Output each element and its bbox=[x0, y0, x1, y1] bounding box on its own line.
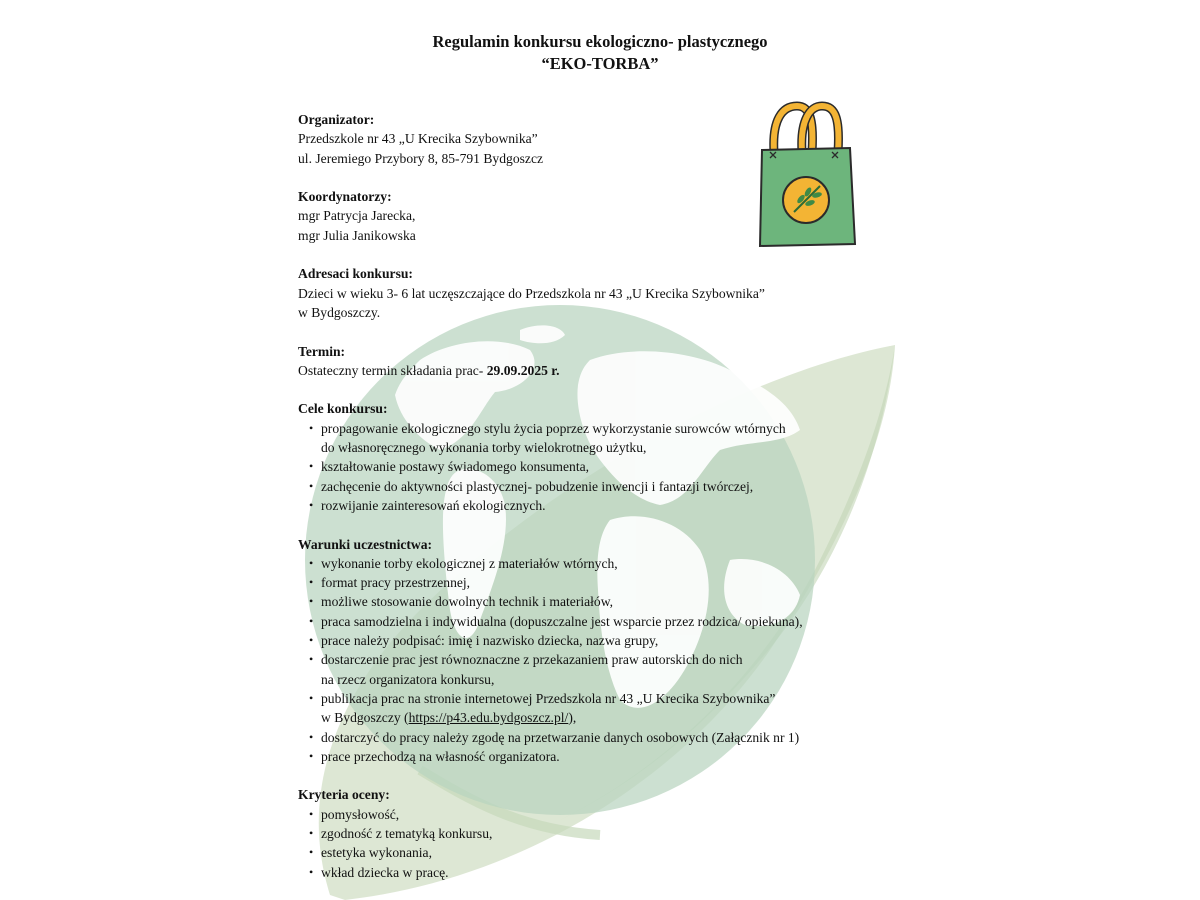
goals-section bbox=[298, 399, 918, 515]
list-item bbox=[298, 747, 918, 766]
deadline-section bbox=[298, 342, 918, 381]
list-item-text bbox=[321, 708, 918, 727]
list-item-text: • publikacja prac na stronie internetowej Przedszkola nr 43 „U Krecika Szybownika” bbox=[321, 690, 776, 706]
goals-list bbox=[298, 419, 918, 515]
list-item-text: • dostarczyć do pracy należy zgodę na przetwarzanie danych osobowych (Załącznik nr 1) bbox=[321, 729, 800, 745]
coordinator-line: mgr Julia Janikowska bbox=[298, 227, 416, 243]
list-item bbox=[298, 824, 918, 843]
deadline-text: Ostateczny termin składania prac- bbox=[298, 362, 487, 378]
list-item-text: • pomysłowość, bbox=[321, 806, 400, 822]
organizer-heading: Organizator: bbox=[298, 112, 375, 127]
list-item-text: • prace przechodzą na własność organizatora. bbox=[321, 748, 560, 764]
recipients-line: Dzieci w wieku 3- 6 lat uczęszczające do Przedszkola nr 43 „U Krecika Szybownika” bbox=[298, 285, 765, 301]
list-item-text: • kształtowanie postawy świadomego konsumenta, bbox=[321, 459, 590, 475]
recipients-section bbox=[298, 264, 918, 322]
list-item bbox=[298, 843, 918, 862]
list-item bbox=[298, 612, 918, 631]
list-item-text: • wykonanie torby ekologicznej z materiałów wtórnych, bbox=[321, 555, 618, 571]
deadline-heading: Termin: bbox=[298, 343, 346, 359]
recipients-line: w Bydgoszczy. bbox=[298, 304, 381, 320]
list-item bbox=[298, 419, 918, 458]
list-item bbox=[298, 592, 918, 611]
coordinators-heading: Koordynatorzy: bbox=[298, 189, 392, 205]
document-subtitle: “EKO-TORBA” bbox=[541, 54, 659, 73]
list-item bbox=[298, 728, 918, 747]
list-item bbox=[298, 477, 918, 496]
list-item-text: • estetyka wykonania, bbox=[321, 845, 432, 861]
list-item-text: • praca samodzielna i indywidualna (dopuszczalne jest wsparcie przez rodzica/ opiekuna), bbox=[321, 613, 803, 629]
list-item-text: • propagowanie ekologicznego stylu życia poprzez wykorzystanie surowców wtórnych bbox=[321, 420, 786, 436]
coordinator-line: mgr Patrycja Jarecka, bbox=[298, 208, 416, 224]
organizer-section bbox=[298, 110, 918, 168]
list-item-text: • prace należy podpisać: imię i nazwisko dziecka, nazwa grupy, bbox=[321, 633, 659, 649]
list-item-text: • możliwe stosowanie dowolnych technik i materiałów, bbox=[321, 594, 614, 610]
list-item bbox=[298, 863, 918, 882]
list-item-text: do własnoręcznego wykonania torby wielokrotnego użytku, bbox=[321, 440, 647, 456]
list-item bbox=[298, 650, 918, 689]
list-item bbox=[298, 554, 918, 573]
website-link[interactable]: https://p43.edu.bydgoszcz.pl/ bbox=[408, 710, 569, 726]
list-item-text: • dostarczenie prac jest równoznaczne z przekazaniem praw autorskich do nich bbox=[321, 652, 743, 668]
deadline-date: 29.09.2025 r. bbox=[486, 362, 560, 378]
list-item-text: • wkład dziecka w pracę. bbox=[321, 864, 449, 880]
link-suffix: ), bbox=[568, 710, 577, 726]
list-item-text: • rozwijanie zainteresowań ekologicznych. bbox=[321, 497, 546, 513]
deadline-line bbox=[298, 361, 918, 380]
list-item bbox=[298, 631, 918, 650]
list-item bbox=[298, 689, 918, 728]
list-item-text: • format pracy przestrzennej, bbox=[321, 575, 471, 591]
list-item-text: • zgodność z tematyką konkursu, bbox=[321, 825, 493, 841]
organizer-line: Przedszkole nr 43 „U Krecika Szybownika” bbox=[298, 131, 538, 147]
conditions-heading: Warunki uczestnictwa: bbox=[298, 536, 433, 552]
document-title: Regulamin konkursu ekologiczno- plastycznego bbox=[432, 32, 768, 51]
list-item-text: • zachęcenie do aktywności plastycznej- pobudzenie inwencji i fantazji twórczej, bbox=[321, 478, 754, 494]
list-item bbox=[298, 805, 918, 824]
list-item bbox=[298, 457, 918, 476]
criteria-heading: Kryteria oceny: bbox=[298, 787, 390, 803]
organizer-line: ul. Jeremiego Przybory 8, 85-791 Bydgoszcz bbox=[298, 150, 544, 166]
goals-heading: Cele konkursu: bbox=[298, 401, 388, 417]
link-prefix: w Bydgoszczy ( bbox=[321, 710, 409, 726]
recipients-heading: Adresaci konkursu: bbox=[298, 266, 413, 282]
criteria-section bbox=[298, 785, 918, 881]
list-item bbox=[298, 573, 918, 592]
conditions-list bbox=[298, 554, 918, 766]
document-body bbox=[298, 110, 918, 900]
conditions-section bbox=[298, 535, 918, 767]
criteria-list bbox=[298, 805, 918, 882]
list-item-text: na rzecz organizatora konkursu, bbox=[321, 671, 495, 687]
coordinators-section bbox=[298, 187, 918, 245]
list-item bbox=[298, 496, 918, 515]
